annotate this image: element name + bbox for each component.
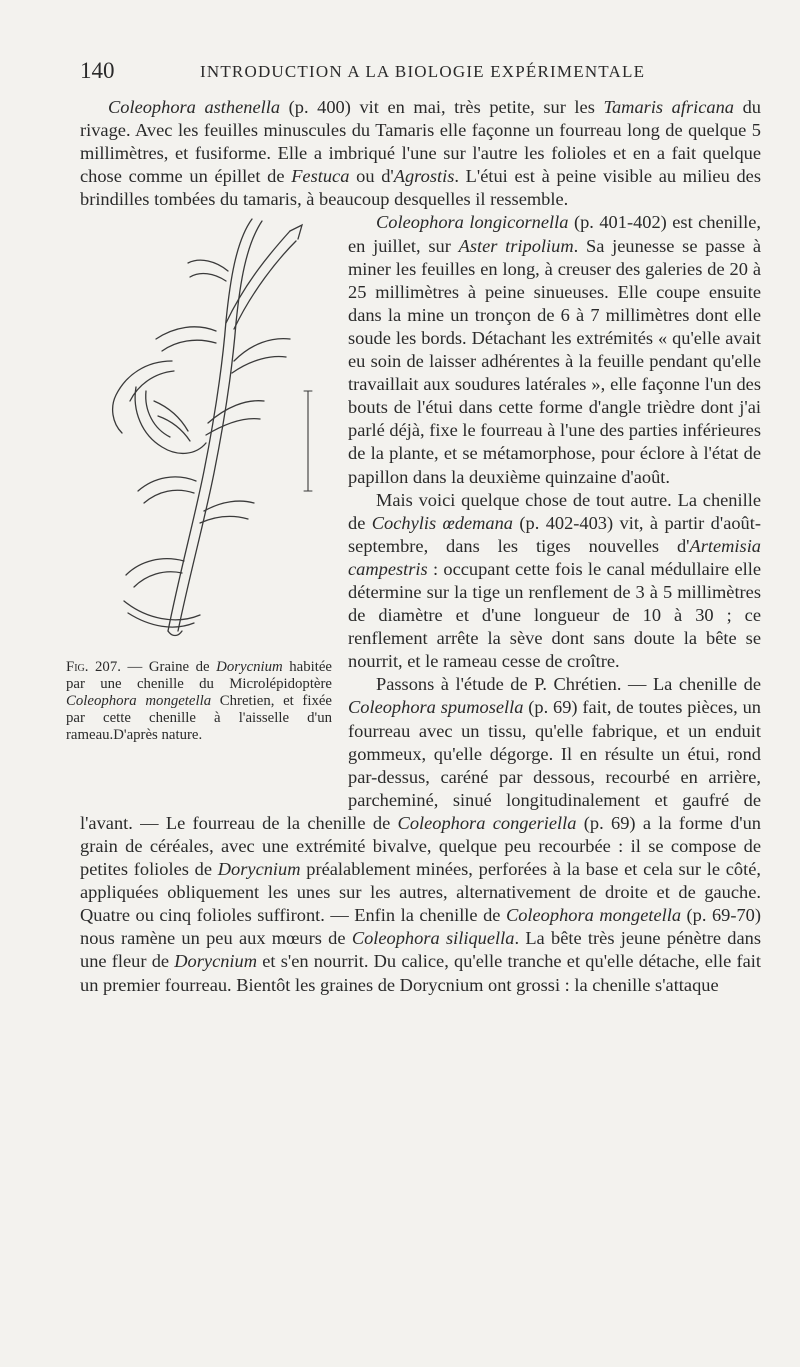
text-run: . L'étui est à peine visible au milieu des brindilles tombées du tamaris, à beaucoup desquelles il ressemble. <box>80 166 761 210</box>
text-run: (p. 69) a la forme d'un grain de céréales, avec une extrémité bivalve, quelque peu recourbée : il se compose de petites folioles de <box>80 812 761 880</box>
body-text <box>66 96 762 997</box>
running-head-title: INTRODUCTION A LA BIOLOGIE EXPÉRIMENTALE <box>200 62 646 81</box>
text-run: — Graine de <box>120 659 217 676</box>
text-run: du rivage. Avec les feuilles minuscules du Tamaris elle façonne un fourreau long de quelque 5 millimètres, et fusiforme. Elle a imbriqué l'une sur l'autre les folioles et en a fait quelque chose comme un épillet de <box>80 97 761 187</box>
italic-term: Dorycnium <box>174 951 258 972</box>
text-run: Passons à l'étude de P. Chrétien. — La chenille de <box>376 674 761 695</box>
italic-term: Coleophora mongetella <box>505 905 682 926</box>
italic-term: Coleophora congeriella <box>397 812 577 833</box>
italic-term: Coleophora siliquella <box>351 928 515 949</box>
text-run: Mais voici quelque chose de tout autre. La chenille de <box>348 489 761 533</box>
italic-term: Dorycnium <box>216 659 283 676</box>
italic-term: Tamaris africana <box>603 97 734 117</box>
italic-term: Aster tripolium <box>458 235 574 256</box>
text-run: habitée par une chenille du Microlépidoptère <box>66 659 333 693</box>
italic-term: Coleophora longicornella <box>376 212 569 233</box>
italic-term: Coleophora mongetella <box>66 693 212 710</box>
text-run: préalablement minées, perforées à la base et cela sur le côté, appliquées obliquement les unes sur les autres, alternativement de droite et de gauche. Quatre ou cinq folioles suffiront. — Enfin la chenille de <box>80 859 761 926</box>
italic-term: Coleophora asthenella <box>108 97 281 117</box>
italic-term: Cochylis œdemana <box>371 512 513 533</box>
figure-207 <box>66 211 336 791</box>
text-run: . La bête très jeune pénètre dans une fleur de <box>80 928 762 972</box>
text-run: : occupant cette fois le canal médullaire elle détermine sur la tige un renflement de 3 à 5 millimètres de diamètre et d'une longueur de 10 à 30 ; ce renflement arrête la sève dont sans doute la bête se nourrit, et le rameau cesse de croître. <box>348 558 761 672</box>
italic-term: Festuca <box>291 166 350 187</box>
italic-term: Agrostis <box>393 166 455 187</box>
paragraph <box>80 96 761 211</box>
running-head <box>80 58 760 88</box>
text-run: (p. 69) fait, de toutes pièces, un fourreau avec un tissu, qu'elle fabrique, et un enduit gommeux, qu'elle dégorge. Il en résulte un étui, rond par-dessus, caréné par dessous, recourbé en arrière, parcheminé, sinué longitudinalement et gaufré de l'avant. — Le fourreau de la chenille de <box>80 697 761 833</box>
figure-label: Fig. 207. <box>66 659 121 676</box>
page-number: 140 <box>80 58 115 83</box>
text-run: . Sa jeunesse se passe à miner les feuilles en long, à creuser des galeries de 20 à 25 millimètres à peine sinueuses. Elle coupe ensuite dans la mine un tronçon de 6 à 7 millimètres dont elle soude les bords. Détachant les extrémités « qu'elle avait eu soin de laisser adhérentes à la feuille pendant qu'elle travaillait aux soudures latérales », elle façonne l'un des bouts de l'étui dans cette forme d'angle trièdre dont j'ai parlé déjà, fixe le fourreau à l'une des parties inférieures de la plante, et se métamorphose, pour éclore à l'état de papillon dans la deuxième quinzaine d'août. <box>348 235 761 487</box>
dorycnium-stem-illustration <box>76 211 326 651</box>
italic-term: Dorycnium <box>217 859 301 880</box>
text-run: (p. 401-402) est chenille, en juillet, sur <box>348 212 761 256</box>
italic-term: Artemisia campestris <box>348 535 761 579</box>
text-run: (p. 402-403) vit, à partir d'août-septembre, dans les tiges nouvelles d' <box>348 512 761 556</box>
text-run: (p. 400) vit en mai, très petite, sur les <box>280 97 604 117</box>
figure-caption <box>66 659 332 744</box>
text-run: et s'en nourrit. Du calice, qu'elle tranche et qu'elle détache, elle fait un premier fourreau. Bientôt les graines de Dorycnium ont grossi : la chenille s'attaque <box>80 951 761 995</box>
text-run: ou d' <box>349 166 394 187</box>
text-run: Chretien, et fixée par cette chenille à l'aisselle d'un rameau.D'après nature. <box>66 693 332 744</box>
italic-term: Coleophora spumosella <box>348 697 524 718</box>
text-run: (p. 69-70) nous ramène un peu aux mœurs de <box>80 905 761 949</box>
